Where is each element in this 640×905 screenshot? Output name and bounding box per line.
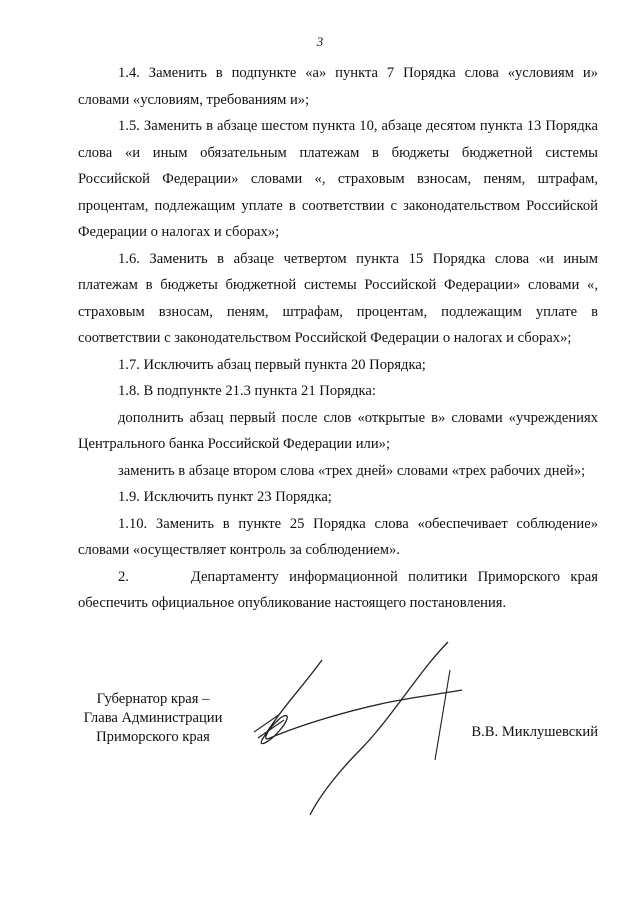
paragraph-1-10: 1.10. Заменить в пункте 25 Порядка слова «обеспечивает соблюдение» словами «осуществляет контроль за соблюдением». xyxy=(78,515,598,558)
paragraph-1-8: 1.8. В подпункте 21.3 пункта 21 Порядка: xyxy=(118,383,376,399)
signatory-title xyxy=(78,690,228,747)
paragraph-1-5: 1.5. Заменить в абзаце шестом пункта 10, абзаце десятом пункта 13 Порядка слова «и иным обязательным платежам в бюджеты бюджетной системы Российской Федерации» словами «, страховым взносам, пеням, штрафам, процентам, подлежащим уплате в соответствии с законодательством Российской Федерации о налогах и сборах»; xyxy=(78,118,598,240)
document-body xyxy=(78,60,602,617)
paragraph-1-4: 1.4. Заменить в подпункте «а» пункта 7 Порядка слова «условиям и» словами «условиям, требованиям и»; xyxy=(78,65,598,108)
signatory-title-line: Приморского края xyxy=(96,729,210,745)
signatory-title-line: Губернатор края – xyxy=(96,691,210,707)
page-number: 3 xyxy=(316,34,324,49)
paragraph-2: 2. Департаменту информационной политики Приморского края обеспечить официальное опубликование настоящего постановления. xyxy=(78,568,602,611)
paragraph-1-9: 1.9. Исключить пункт 23 Порядка; xyxy=(118,489,332,505)
paragraph-1-7: 1.7. Исключить абзац первый пункта 20 Порядка; xyxy=(118,356,426,373)
signatory-name: В.В. Миклушевский xyxy=(471,724,598,740)
handwritten-signature xyxy=(240,630,470,820)
paragraph-1-8-a: дополнить абзац первый после слов «открытые в» словами «учреждениях Центрального банка Российской Федерации или»; xyxy=(78,409,598,452)
signatory-title-line: Глава Администрации xyxy=(83,710,223,726)
paragraph-1-8-b: заменить в абзаце втором слова «трех дней» словами «трех рабочих дней»; xyxy=(118,462,586,479)
paragraph-1-6: 1.6. Заменить в абзаце четвертом пункта 15 Порядка слова «и иным платежам в бюджеты бюджетной системы Российской Федерации» словами «, страховым взносам, пеням, штрафам, процентам, подлежащим уплате в соответствии с законодательством Российской Федерации о налогах и сборах»; xyxy=(78,250,598,346)
